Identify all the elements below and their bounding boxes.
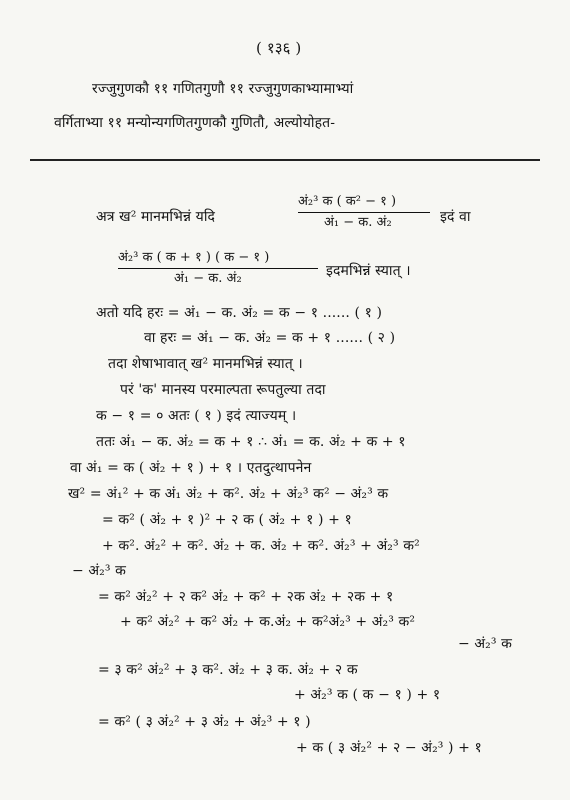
fraction-1 [298,194,430,234]
body-line-14: = क² अं₂² + २ क² अं₂ + क² + २क अं₂ + २क + १ [98,589,394,605]
body-line-15: + क² अं₂² + क² अं₂ + क.अं₂ + क²अं₂³ + अं₂³ क² [120,614,416,630]
page-number: ( १३६ ) [256,39,302,57]
body-line-4: वा हरः = अं₁ − क. अं₂ = क + १ ...... ( २ ) [144,330,396,346]
body-line-19: = क² ( ३ अं₂² + ३ अं₂ + अं₂³ + १ ) [98,714,311,730]
body-line-18: + अं₂³ क ( क − १ ) + १ [294,687,441,703]
body-line-1-suffix: इदं वा [440,209,471,225]
body-line-11: = क² ( अं₂ + १ )² + २ क ( अं₂ + १ ) + १ [102,512,352,528]
body-line-6: परं 'क' मानस्य परमाल्पता रूपतुल्या तदा [120,382,326,398]
body-line-5: तदा शेषाभावात् ख² मानमभिन्नं स्यात् । [108,356,303,372]
fraction-2 [118,250,318,290]
body-line-2-suffix: इदमभिन्नं स्यात् । [326,263,411,279]
body-line-20: + क ( ३ अं₂² + २ − अं₂³ ) + १ [296,740,482,756]
fraction-2-denominator: अं₁ − क. अं₂ [174,271,242,286]
fraction-2-bar [118,268,318,269]
fraction-1-numerator: अं₂³ क ( क² − १ ) [298,194,397,209]
body-line-9: वा अं₁ = क ( अं₂ + १ ) + १ । एतदुत्थापनेन [70,460,312,476]
fraction-2-numerator: अं₂³ क ( क + १ ) ( क − १ ) [118,250,270,265]
body-line-3: अतो यदि हरः = अं₁ − क. अं₂ = क − १ ...... ( १ ) [96,305,383,321]
body-line-10: ख² = अं₁² + क अं₁ अं₂ + क². अं₂ + अं₂³ क² − अं₂³ क [68,486,389,502]
fraction-1-bar [298,212,430,213]
header-line-1: रज्जुगुणकौ ११ गणितगुणौ ११ रज्जुगुणकाभ्यामाभ्यां [92,81,354,97]
body-line-1-prefix: अत्र ख² मानमभिन्नं यदि [96,209,216,225]
body-line-17: = ३ क² अं₂² + ३ क². अं₂ + ३ क. अं₂ + २ क [98,662,358,678]
header-line-2: वर्गिताभ्या ११ मन्योन्यगणितगुणकौ गुणितौ, अल्योयोहत- [54,115,336,131]
fraction-1-denominator: अं₁ − क. अं₂ [324,215,392,230]
body-line-13: − अं₂³ क [72,563,127,579]
body-line-12: + क². अं₂² + क². अं₂ + क. अं₂ + क². अं₂³ + अं₂³ क² [102,538,420,554]
horizontal-rule [30,159,540,161]
body-line-8: ततः अं₁ − क. अं₂ = क + १ ∴ अं₁ = क. अं₂ + क + १ [96,434,406,450]
body-line-7: क − १ = ० अतः ( १ ) इदं त्याज्यम् । [96,408,297,424]
body-line-16: − अं₂³ क [458,636,513,652]
